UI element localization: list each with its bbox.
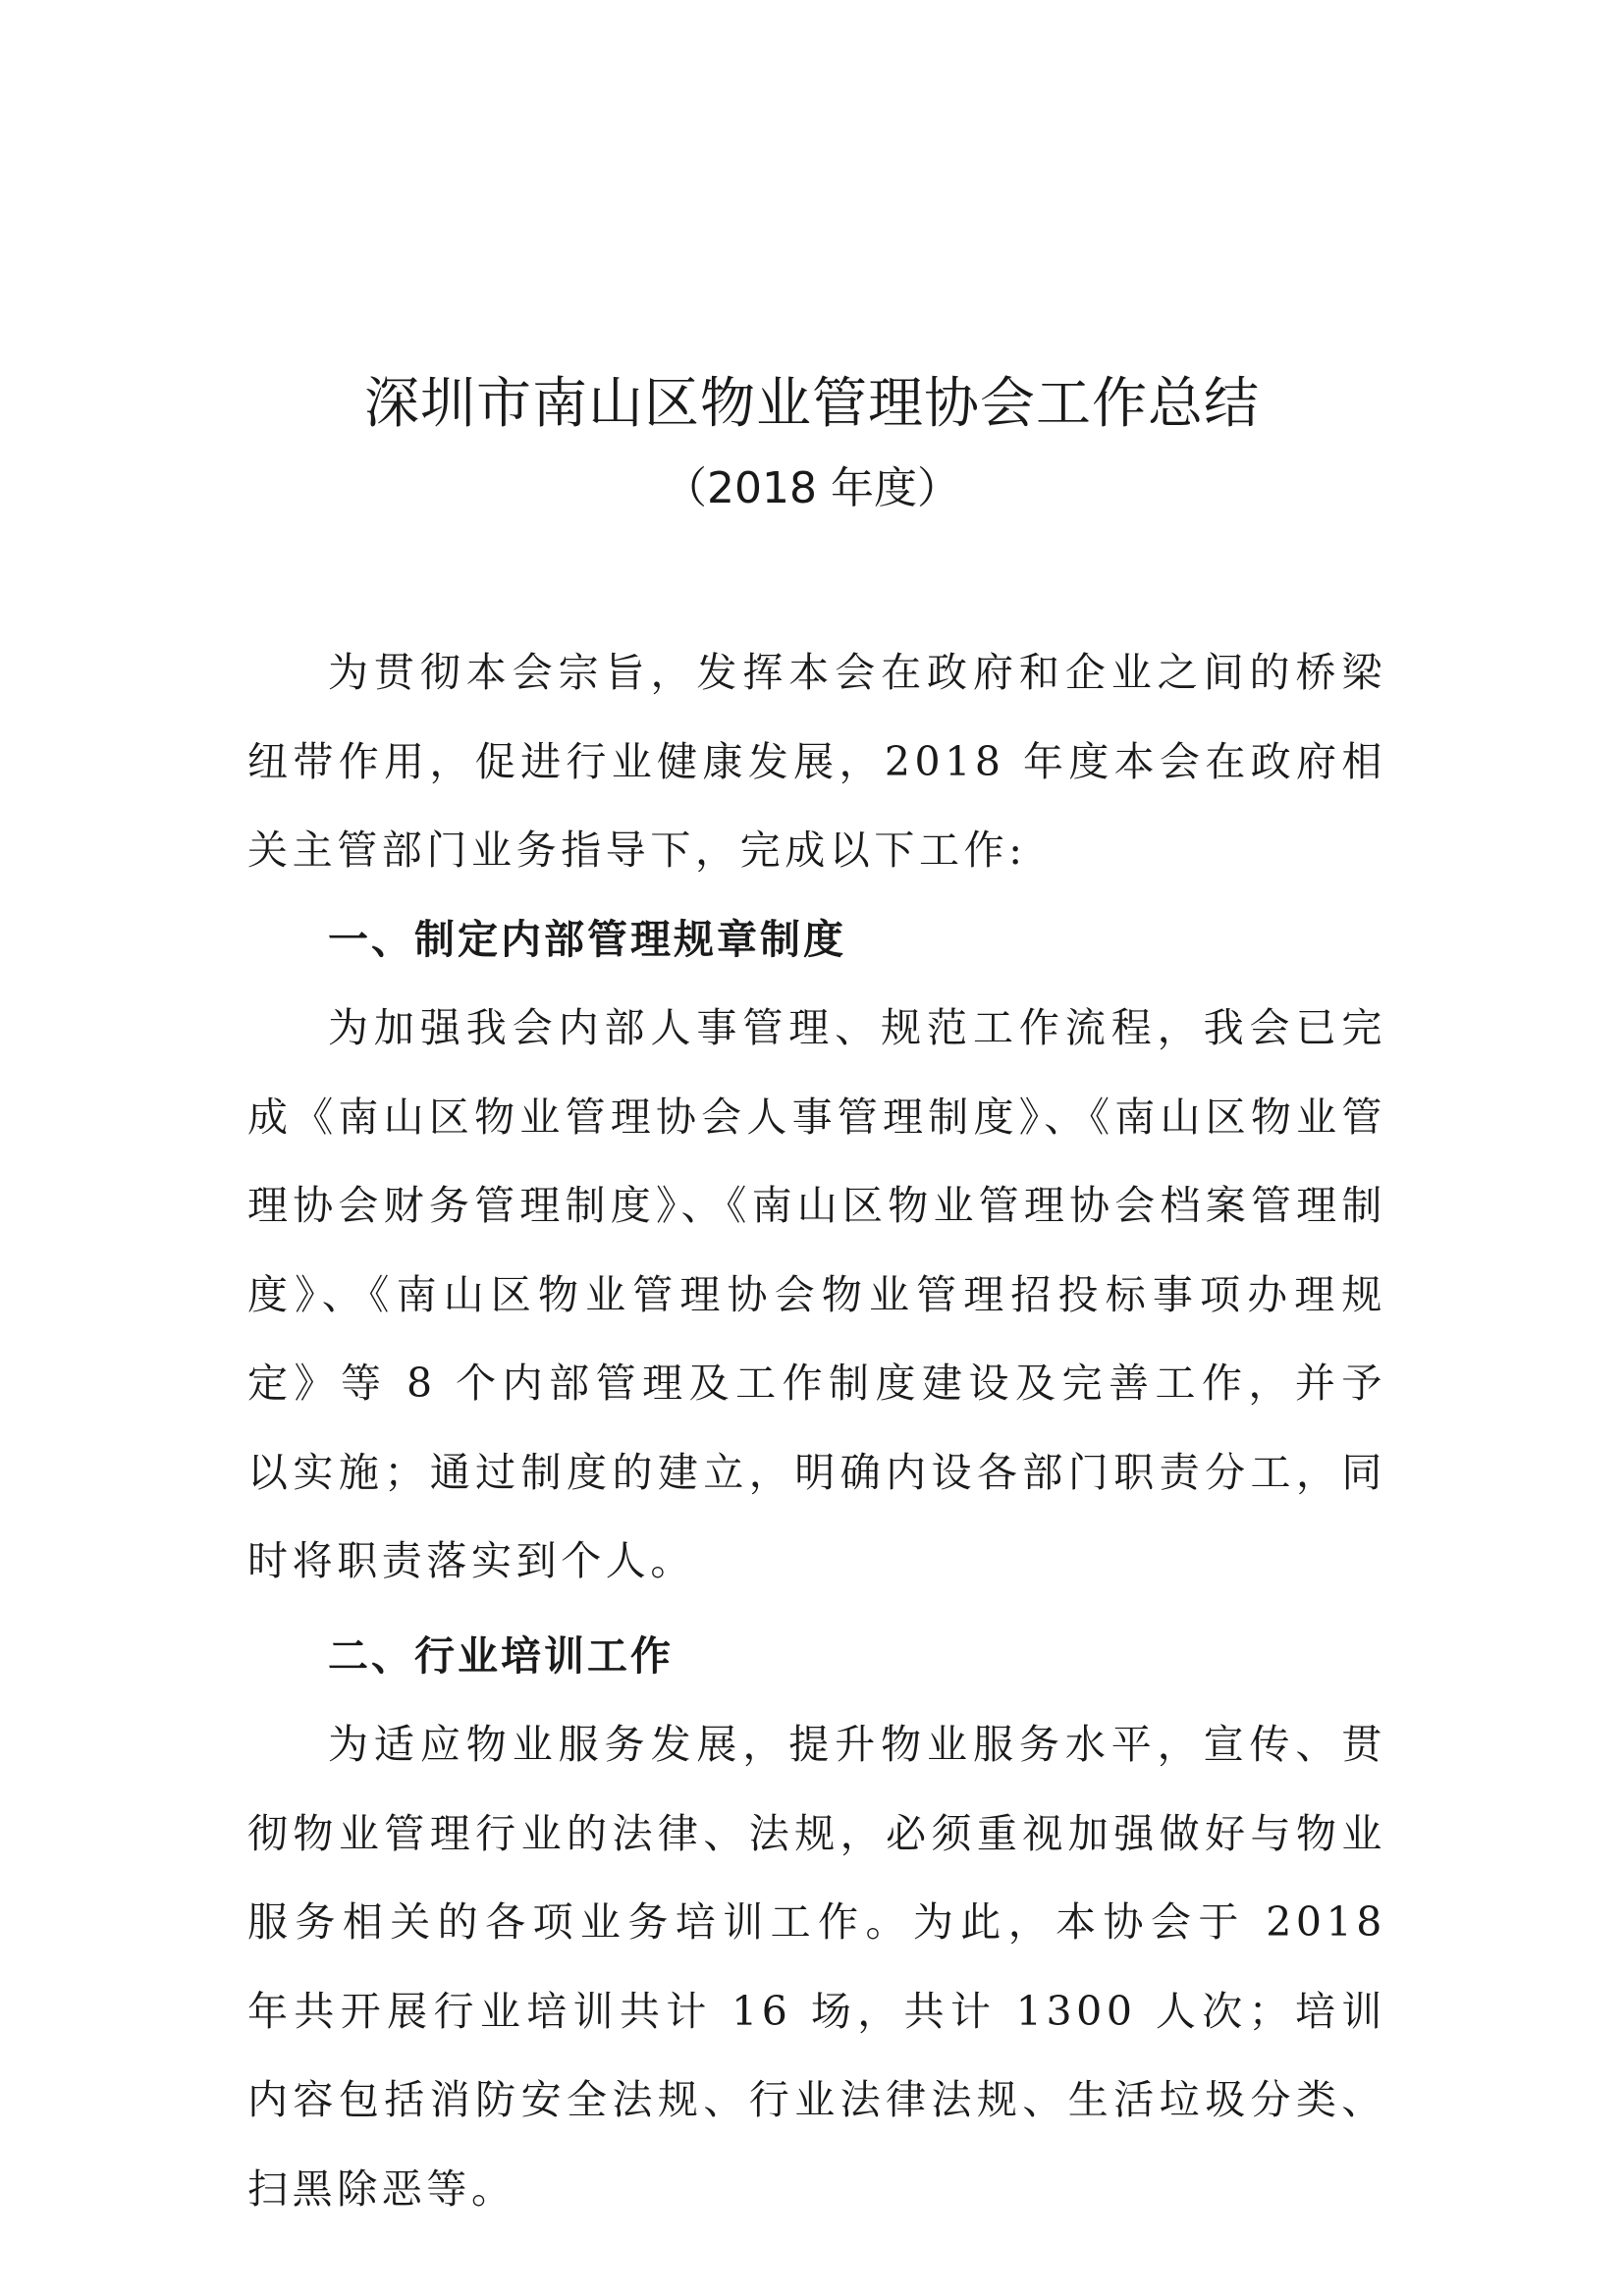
intro-paragraph: 为贯彻本会宗旨，发挥本会在政府和企业之间的桥梁纽带作用，促进行业健康发展，2018 年度本会在政府相关主管部门业务指导下，完成以下工作: (247, 649, 1386, 874)
document-title: 深圳市南山区物业管理协会工作总结 (364, 372, 1260, 436)
section-paragraph-2: 为适应物业服务发展，提升物业服务水平，宣传、贯彻物业管理行业的法律、法规，必须重视加强做好与物业服务相关的各项业务培训工作。为此，本协会于 2018 年共开展行业培训共计 16 场，共计 1300 人次；培训内容包括消防安全法规、行业法律法规、生活垃圾分类、扫黑除恶等。 (247, 1721, 1386, 2213)
section-heading-2: 二、行业培训工作 (328, 1631, 674, 1680)
section-paragraph-1: 为加强我会内部人事管理、规范工作流程，我会已完成《南山区物业管理协会人事管理制度》、《南山区物业管理协会财务管理制度》、《南山区物业管理协会档案管理制度》、《南山区物业管理协会物业管理招投标事项办理规定》等 8 个内部管理及工作制度建设及完善工作，并予以实施；通过制度的建立，明确内设各部门职责分工，同时将职责落实到个人。 (247, 1004, 1386, 1584)
document-body (247, 628, 1386, 2233)
section-heading-1: 一、制定内部管理规章制度 (328, 915, 846, 963)
document-subtitle: （2018 年度） (664, 463, 960, 513)
